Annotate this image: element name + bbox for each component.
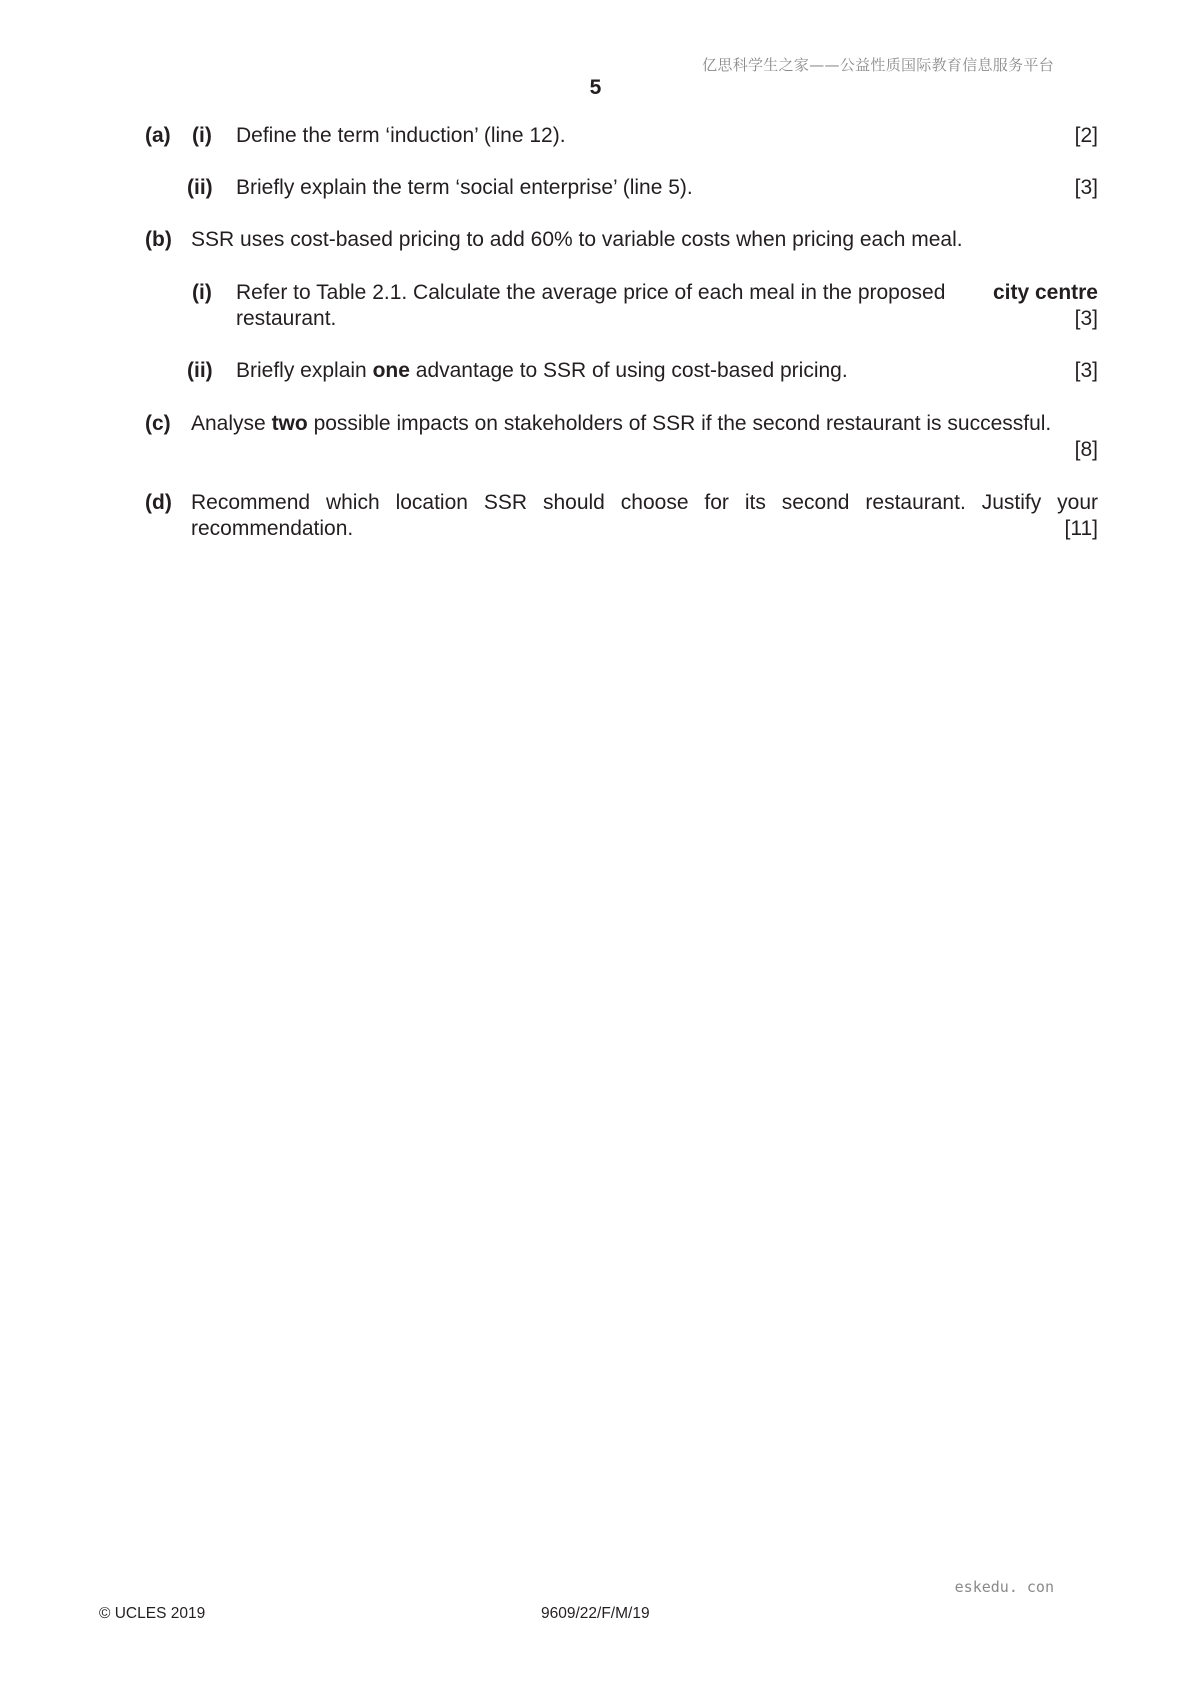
question-emphasis: city centre — [992, 281, 1098, 304]
footer-copyright: © UCLES 2019 — [99, 1605, 206, 1622]
question-d-label: (d) — [145, 491, 172, 514]
question-text: Briefly explain the term ‘social enterprise’ (line 5). — [236, 176, 693, 199]
mark-allocation: [3] — [1074, 176, 1098, 199]
mark-allocation: [11] — [1064, 517, 1098, 540]
page-number: 5 — [589, 76, 602, 99]
question-text: Define the term ‘induction’ (line 12). — [236, 124, 566, 147]
question-a-label: (a) — [145, 124, 171, 147]
question-c-label: (c) — [145, 412, 171, 435]
question-d — [145, 490, 1098, 542]
question-emphasis: two — [271, 412, 308, 435]
question-text-part: possible impacts on stakeholders of SSR if the second restaurant is successful. — [313, 412, 1052, 435]
question-text — [191, 411, 1051, 437]
question-a-ii — [145, 175, 1098, 201]
mark-allocation: [3] — [1074, 307, 1098, 330]
subquestion-label: (ii) — [187, 176, 213, 199]
question-text — [236, 280, 1098, 306]
question-text-part: Analyse — [191, 412, 266, 435]
question-a-i — [145, 123, 1098, 149]
question-b-ii — [145, 358, 1098, 384]
subquestion-label: (i) — [192, 124, 212, 147]
question-text-line2: restaurant. — [236, 307, 337, 330]
question-text-line2: recommendation. — [191, 517, 354, 540]
footer-paper-code: 9609/22/F/M/19 — [541, 1605, 650, 1622]
question-text — [236, 358, 848, 384]
mark-allocation: [3] — [1074, 359, 1098, 382]
question-text-part: Briefly explain — [236, 359, 367, 382]
question-b-i — [145, 280, 1098, 332]
question-b-label: (b) — [145, 228, 172, 251]
question-c — [145, 411, 1098, 463]
subquestion-label: (i) — [192, 281, 212, 304]
question-text-part: Refer to Table 2.1. Calculate the average price of each meal in the proposed — [236, 281, 946, 304]
footer-watermark: eskedu. con — [954, 1578, 1054, 1596]
question-text-part: advantage to SSR of using cost-based pricing. — [415, 359, 848, 382]
subquestion-label: (ii) — [187, 359, 213, 382]
question-b — [145, 227, 1098, 253]
header-watermark: 亿思科学生之家——公益性质国际教育信息服务平台 — [702, 56, 1054, 74]
question-text: Recommend which location SSR should choose for its second restaurant. Justify your — [191, 491, 1098, 514]
mark-allocation: [2] — [1074, 124, 1098, 147]
mark-allocation: [8] — [1074, 438, 1098, 461]
question-emphasis: one — [372, 359, 410, 382]
question-text: SSR uses cost-based pricing to add 60% to variable costs when pricing each meal. — [191, 228, 963, 251]
